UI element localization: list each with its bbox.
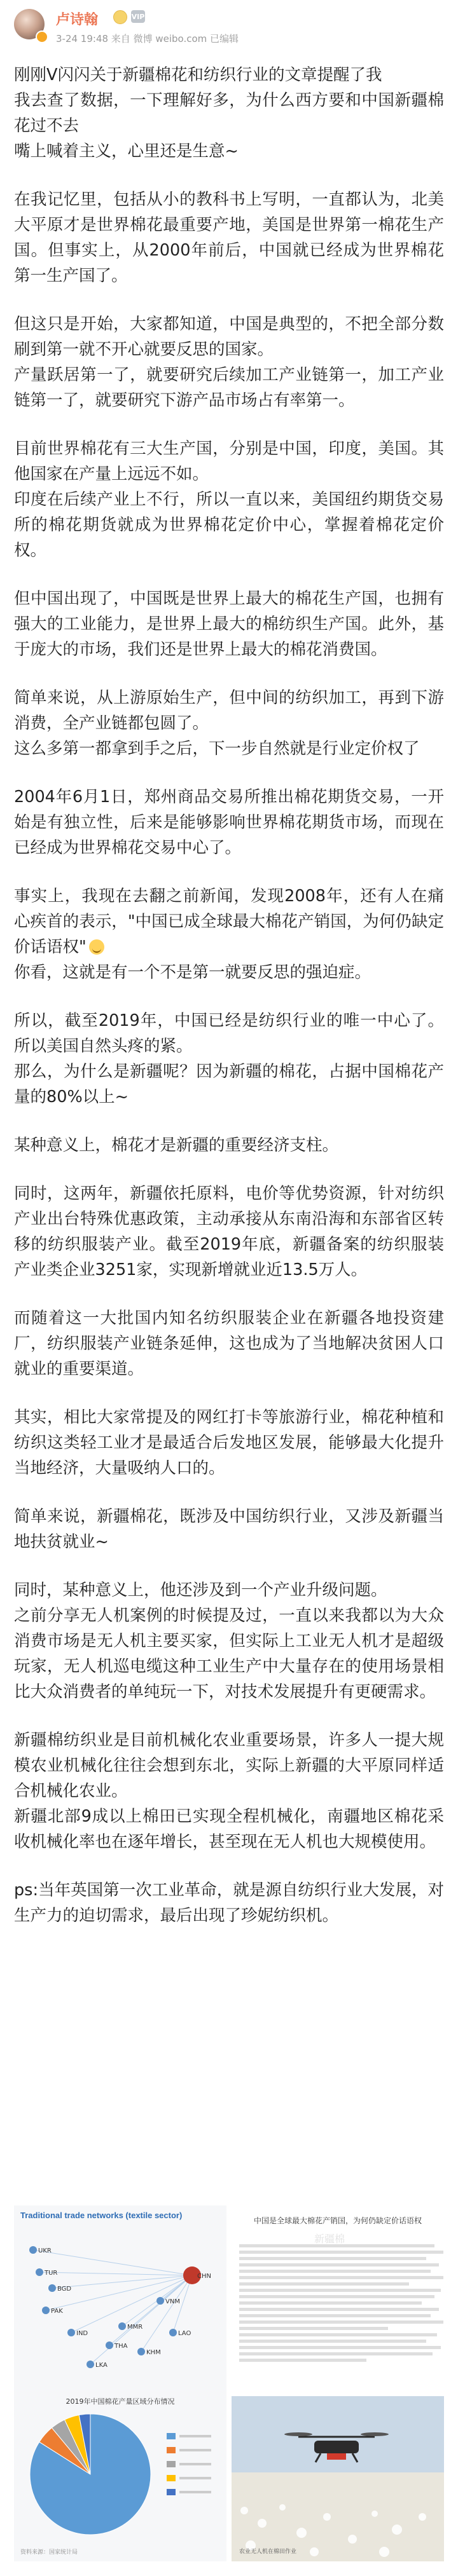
paragraph-line: 简单来说，新疆棉花，既涉及中国纺织行业，又涉及新疆当地扶贫就业~ xyxy=(14,1507,444,1551)
trade-link xyxy=(52,2275,192,2288)
trade-node xyxy=(118,2322,126,2330)
image-news-drone[interactable] xyxy=(232,2205,444,2561)
paragraph xyxy=(14,1728,444,1855)
paragraph-line: 而随着这一大批国内知名纺织服装企业在新疆各地投资建厂，纺织服装产业链条延伸，这也成为了当地解决贫困人口就业的重要渠道。 xyxy=(14,1309,444,1379)
paragraph-line: 这么多第一都拿到手之后，下一步自然就是行业定价权了 xyxy=(14,739,420,758)
trade-node xyxy=(42,2307,50,2314)
drone-caption: 农业无人机在棉田作业 xyxy=(239,2549,297,2555)
pie-legend-swatch xyxy=(167,2433,176,2439)
paragraph xyxy=(14,436,444,563)
trade-node xyxy=(156,2297,164,2305)
medal-icon[interactable] xyxy=(113,10,127,24)
trade-node-label: MMR xyxy=(127,2324,143,2331)
verified-badge-icon xyxy=(36,31,48,43)
paragraph-line: 但这只是开始，大家都知道，中国是典型的，不把全部分数刷到第一就不开心就要反思的国家。 xyxy=(14,315,444,359)
paragraph-line: 那么，为什么是新疆呢？因为新疆的棉花，占据中国棉花产量的80%以上~ xyxy=(14,1062,444,1107)
paragraph-line: 某种意义上，棉花才是新疆的重要经济支柱。 xyxy=(14,1136,339,1155)
pie-legend-text-placeholder xyxy=(179,2477,211,2479)
paragraph-line: 新疆棉纺织业是目前机械化农业重要场景，许多人一提大规模农业机械化往往会想到东北，实际上新疆的大平原同样适合机械化农业。 xyxy=(14,1731,444,1801)
pie-legend-text-placeholder xyxy=(179,2491,211,2493)
trade-network-title: Traditional trade networks (textile sector) xyxy=(20,2211,183,2220)
paragraph-line: 在我记忆里，包括从小的教科书上写明，一直都认为，北美大平原才是世界棉花最重要产地，美国是世界第一棉花生产国。但事实上，从2000年前后，中国就已经成为世界棉花第一生产国了。 xyxy=(14,190,444,285)
chart-source: 资料来源：国家统计局 xyxy=(20,2549,78,2556)
pie-legend-text-placeholder xyxy=(179,2463,211,2465)
pie-legend-swatch xyxy=(167,2475,176,2481)
paragraph xyxy=(14,62,444,164)
paragraph xyxy=(14,311,444,413)
trade-node-label: UKR xyxy=(38,2247,52,2254)
pie-chart-title: 2019年中国棉花产量区域分布情况 xyxy=(66,2397,175,2406)
cotton-region-pie xyxy=(14,2408,226,2547)
paragraph xyxy=(14,685,444,761)
paragraph-line: 所以，截至2019年，中国已经是纺织行业的唯一中心了。所以美国自然头疼的紧。 xyxy=(14,1011,444,1056)
paragraph-line: 我去查了数据，一下理解好多，为什么西方要和中国新疆棉花过不去 xyxy=(14,91,444,135)
paragraph-line: 但中国出现了，中国既是世界上最大的棉花生产国，也拥有强大的工业能力，是世界上最大的棉纺织生产国。此外，基于庞大的市场，我们还是世界上最大的棉花消费国。 xyxy=(14,589,444,659)
paragraph-line: 产量跃居第一了，就要研究后续加工产业链第一，加工产业链第一了，就要研究下游产品市场占有率第一。 xyxy=(14,365,444,410)
paragraph xyxy=(14,784,444,861)
trade-node-label: IND xyxy=(76,2330,88,2337)
paragraph-line: 刚刚V闪闪关于新疆棉花和纺织行业的文章提醒了我 xyxy=(14,65,382,85)
post-meta: 3-24 19:48 来自 微博 weibo.com 已编辑 xyxy=(56,33,239,44)
paragraph xyxy=(14,1578,444,1705)
trade-node-label: KHM xyxy=(146,2349,161,2356)
pie-legend-text-placeholder xyxy=(179,2435,211,2437)
paragraph xyxy=(14,1305,444,1382)
image-trade-network[interactable] xyxy=(14,2205,226,2561)
trade-node xyxy=(48,2284,56,2292)
paragraph-line: 2004年6月1日，郑州商品交易所推出棉花期货交易，一开始是有独立性，后来是能够影响世界棉花期货市场，而现在已经成为世界棉花交易中心了。 xyxy=(14,787,444,857)
trade-node xyxy=(36,2268,43,2276)
user-badges xyxy=(113,10,145,24)
trade-node xyxy=(137,2348,145,2355)
paragraph xyxy=(14,1008,444,1110)
trade-node xyxy=(87,2361,94,2368)
post-header xyxy=(0,0,458,62)
paragraph-line: 新疆北部9成以上棉田已实现全程机械化，南疆地区棉花采收机械化率也在逐年增长，甚至现在无人机也大规模使用。 xyxy=(14,1807,444,1851)
paragraph-line: 嘴上喊着主义，心里还是生意~ xyxy=(14,142,239,161)
paragraph xyxy=(14,1877,444,1928)
paragraph xyxy=(14,187,444,289)
trade-node-label: PAK xyxy=(51,2308,63,2315)
paragraph xyxy=(14,1133,444,1158)
pie-legend-swatch xyxy=(167,2461,176,2467)
trade-node-label: BGD xyxy=(57,2286,72,2293)
news-text-lines xyxy=(232,2205,444,2362)
paragraph-line: ps:当年英国第一次工业革命，就是源自纺织行业大发展，对生产力的迫切需求，最后出现了珍妮纺织机。 xyxy=(14,1881,444,1925)
trade-node-label: VNM xyxy=(165,2298,180,2305)
trade-node-label: CHN xyxy=(197,2273,211,2280)
trade-network-map xyxy=(14,2225,226,2396)
paragraph xyxy=(14,1181,444,1283)
trade-node-label: LAO xyxy=(178,2330,191,2337)
trade-node-label: TUR xyxy=(45,2270,58,2277)
paragraph-line: 之前分享无人机案例的时候提及过，一直以来我都以为大众消费市场是无人机主要买家，但实际上工业无人机才是超级玩家，无人机巡电缆这种工业生产中大量存在的使用场景相比大众消费者的单纯玩一下，对技术发展提升有更硬需求。 xyxy=(14,1606,444,1701)
username[interactable]: 卢诗翰 xyxy=(56,12,99,28)
pie-legend-text-placeholder xyxy=(179,2449,211,2451)
drone-illustration xyxy=(232,2396,444,2561)
paragraph-line: 同时，某种意义上，他还涉及到一个产业升级问题。 xyxy=(14,1581,387,1600)
pie-legend-swatch xyxy=(167,2489,176,2495)
post-body xyxy=(0,62,458,1928)
paragraph-line: 同时，这两年，新疆依托原料，电价等优势资源，针对纺织产业出台特殊优惠政策，主动承接从东南沿海和东部省区转移的纺织服装产业。截至2019年底，新疆备案的纺织服装产业类企业3251家，实现新增就业近13.5万人。 xyxy=(14,1184,444,1279)
paragraph-line: 目前世界棉花有三大生产国，分别是中国，印度，美国。其他国家在产量上远远不如。 xyxy=(14,439,444,484)
pie-legend-swatch xyxy=(167,2447,176,2453)
trade-node xyxy=(67,2329,75,2336)
trade-node xyxy=(106,2341,113,2349)
paragraph-line: 事实上，我现在去翻之前新闻，发现2008年，还有人在痛心疾首的表示，"中国已成全球最大棉花产销国，为何仍缺定价话语权" xyxy=(14,887,444,957)
drone-photo xyxy=(232,2396,444,2561)
paragraph xyxy=(14,1405,444,1481)
trade-node-label: THA xyxy=(114,2343,128,2350)
paragraph-line: 你看，这就是有一个不是第一就要反思的强迫症。 xyxy=(14,963,371,982)
paragraph-line: 简单来说，从上游原始生产，但中间的纺织加工，再到下游消费，全产业链都包圆了。 xyxy=(14,688,444,733)
paragraph xyxy=(14,883,444,985)
trade-node xyxy=(29,2246,37,2254)
paragraph xyxy=(14,586,444,662)
news-headline: 中国是全球最大棉花产销国，为何仍缺定价话语权 xyxy=(253,2216,422,2225)
trade-node-label: LKA xyxy=(95,2362,108,2369)
post-images xyxy=(14,2205,444,2561)
paragraph-line: 其实，相比大家常提及的网红打卡等旅游行业，棉花种植和纺织这类轻工业才是最适合后发地区发展，能够最大化提升当地经济，大量吸纳人口的。 xyxy=(14,1408,444,1478)
vip-badge[interactable]: VIP xyxy=(131,10,145,23)
paragraph-line: 印度在后续产业上不行，所以一直以来，美国纽约期货交易所的棉花期货就成为世界棉花定价中心，掌握着棉花定价权。 xyxy=(14,490,444,560)
grin-emoji-icon xyxy=(89,939,104,955)
trade-node xyxy=(169,2329,177,2336)
watermark: 新疆棉 xyxy=(314,2233,345,2245)
trade-link xyxy=(39,2272,192,2275)
paragraph xyxy=(14,1504,444,1555)
